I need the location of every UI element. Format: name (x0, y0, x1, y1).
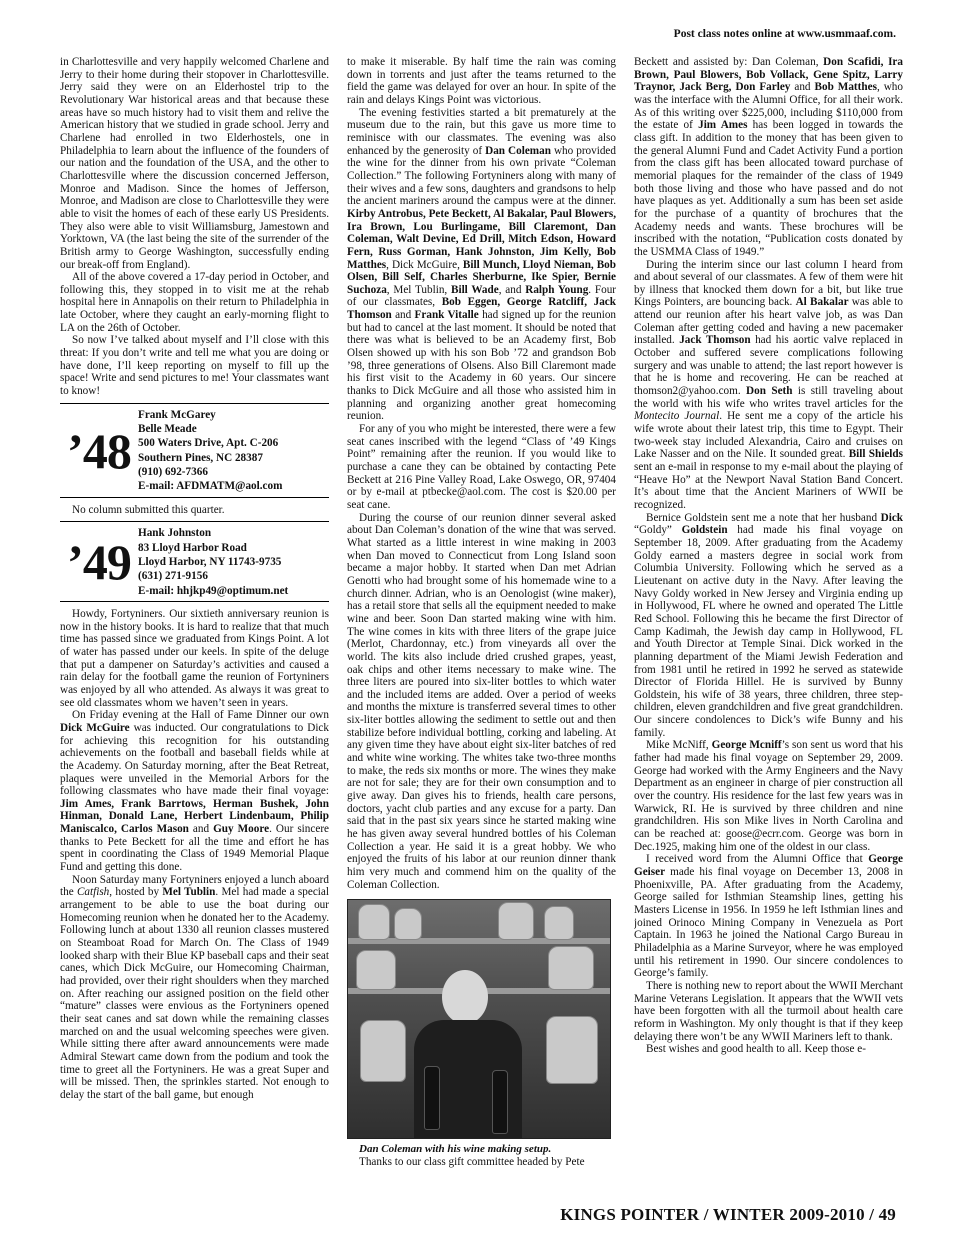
class-year: ’49 (67, 534, 131, 591)
paragraph: All of the above covered a 17-day period in October, and following this, they stopped in to visit me at the rehab hospital here in Annapolis on their return to Philadelphia in late October, where they caught an early-morning flight to LA on the 26th of October. (60, 271, 329, 334)
paragraph: There is nothing new to report about the WWII Merchant Marine Veterans Legislation. It appears that the WWII vets have been forgotten with all the turmoil about health care reform in Washington. My only thought is that if they keep delaying there won’t be any WWII Mariners left to thank. (634, 979, 903, 1043)
boat-name: Catfish (76, 886, 110, 899)
person-names: Bob Eggen, George Ratcliff, Jack Thomson (347, 296, 616, 322)
contact-city: Southern Pines, NC 28387 (138, 451, 263, 464)
header-note: Post class notes online at www.usmmaaf.com. (673, 28, 896, 40)
person-name: Dan Coleman (485, 144, 551, 157)
contact-name: Hank Johnston (138, 527, 212, 540)
column-1 (60, 56, 329, 1201)
paragraph: During the course of our reunion dinner several asked about Dan Coleman’s donation of the wine that was served. What started as a little interest in wine making in 2003 when Dan moved to Connecticut from Long Island soon became a major hobby. It started when Dan met Adrian Genotti who had brought some of his homemade wine to a church dinner. Adrian, who is an Oenologist (wine maker), has a retail store that sells all the equipment needed to make wine and beer. Soon Dan started making wine with him. The wine comes in kits with three liters of the grape juice (Merlot, Chardonnay, etc.) from vineyards all over the world. The kits also include dried crushed grapes, yeast, oak chips and other items necessary to make wine. The three liters are poured into six-liter bottles to which water and the included items are added. Over a period of weeks and months the mixture is transferred several times to other six-liter bottles allowing the sediment to settle out and then stabilize before individual bottling, corking and labeling. At any given time they have about eight six-liter batches of red and white wine working. The whites take two-three months to make, the reds six months or more. The wines they make are not for sale; they are for their own consumption and to give away. Dan gives his to friends, health care persons, doctors, yacht club parties and any excuse for a party. Dan said that in the past six years since he started making wine he has given away several hundred bottles of his Coleman Collection a year. He said it is a great hobby. We who enjoyed the fruits of his labor at our reunion dinner thank him very much and commend him on the quality of the Coleman Collection. (347, 511, 616, 891)
contact-address: 83 Lloyd Harbor Road (138, 541, 247, 554)
paragraph: During the interim since our last column I heard from and about several of our classmates. A few of them were hit by illness that knocked them down for a bit, but like true Kings Pointers, are bouncing back. Al Bakalar was able to attend our reunion after his heart valve job, as was Dan Coleman after getting coded and having a new pacemaker installed. Jack Thomson had his aortic valve replaced in October and suffered severe complications following surgery and was unable to attend; the last report however is that he is home and recovering. He can be reached at thomson2@yahoo.com. Don Seth is still traveling about the world with his wife who writes travel articles for the Montecito Journal. He sent me a copy of the article his wife wrote about their latest trip, this time to Egypt. Their two-week stay included Alexandria, Cairo and cruises on Lake Nasser and on the Nile. It sounded great. Bill Shields sent an e-mail in response to my e-mail about the playing of “Heave Ho” at the Newport Naval Station Band Concert. It’s about time that the Ancient Mariners of WWII be recognized. (634, 258, 903, 511)
paragraph: Mike McNiff, George Mcniff’s son sent us word that his father had made his final voyage on September 29, 2009. George had worked with the Army Engineers and the Navy Department as an engineer in charge of pier construction all over the country. His residence for the last few years was in Warwick, RI. He is survived by three children and nine grandchildren. His son Mike lives in North Carolina and can be reached at: goose@ecrr.com. George was born in Dec.1925, making him one of the oldest in our class. (634, 739, 903, 853)
paragraph: Best wishes and good health to all. Keep those e- (646, 1043, 866, 1056)
person-name: Guy Moore (213, 823, 270, 836)
person-name: Bill Wade (451, 283, 499, 296)
photo-caption: Dan Coleman with his wine making setup. (359, 1143, 552, 1156)
column-2 (347, 56, 616, 1201)
contact-name: Belle Meade (138, 423, 197, 436)
person-names: Bill Munch, Lloyd Nieman, Bob Olsen, Bill Self, Charles Sherburne, Ike Spier, Bernie Suchoza (347, 258, 616, 296)
contact-address: 500 Waters Drive, Apt. C-206 (138, 437, 279, 450)
contact-email: E-mail: hhjkp49@optimum.net (138, 584, 289, 597)
class-year: ’48 (67, 422, 131, 479)
page-footer: KINGS POINTER / WINTER 2009-2010 / 49 (560, 1205, 896, 1224)
article-columns (60, 56, 904, 1201)
paragraph: Thanks to our class gift committee headed by Pete (359, 1155, 585, 1168)
paragraph: Noon Saturday many Fortyniners enjoyed a lunch aboard the Catfish, hosted by Mel Tublin. Mel had made a special arrangement to be able to use the boat during our Homecoming reunion when he donated her to the Academy. Following lunch at about 1330 all reunion classes mustered on Steamboat Road for March On. The Class of 1949 looked sharp with their Blue KP baseball caps and their seat canes, which Dick McGuire, our Homecoming Chairman, had provided, over their right shoulders when they marched on. After reaching our assigned position on the field other “mature” classes were envious as the Fortyniners opened their seat canes and sat down while the remaining classes marched on and the usual welcoming speeches were given. While sitting there after award announcements were made Admiral Stewart came down from the podium and took the time to greet all the Fortyniners. He was a great Super and will be missed. Then, the sprinkles started. Not enough to delay the start of the ball game, but enough (60, 873, 329, 1101)
person-name: George Geiser (634, 853, 903, 878)
paragraph: to make it miserable. By half time the rain was coming down in torrents and just after the teams returned to the field the game was delayed for over an hour. In spite of the rain and delays Kings Point was victorious. (347, 56, 616, 106)
paragraph: So now I’ve talked about myself and I’ll close with this threat: If you don’t write and tell me what you are doing or have done, I’ll keep reporting on myself to fill up the space! Write and send pictures to me! Your classmates want to know! (60, 334, 329, 398)
contact-city: Lloyd Harbor, NY 11743-9735 (138, 556, 282, 568)
no-column-note: No column submitted this quarter. (72, 503, 225, 516)
contact-name: Frank McGarey (138, 408, 216, 421)
person-name: Goldstein (681, 524, 728, 537)
person-name: Bob Matthes (814, 81, 877, 94)
person-names: Jim Ames, Frank Barrtows, Herman Bushek, John Hinman, Donald Lane, Herbert Lindenbaum, Philip Maniscalco, Carlos Mason (60, 797, 329, 836)
publication-name: Montecito Journal (634, 410, 720, 423)
paragraph: in Charlottesville and very happily welcomed Charlene and Jerry to their home during their stopover in Charlottesville. Jerry said they were on an Elderhostel trip to the Revolutionary War historical areas and that because these areas have so much history had to visit them and relive the American history that we studied in grade school. Jerry and Charlene had enrolled in two Elderhostels, one in Philadelphia to learn about the influence of the founders of our nation and the foundation of the USA, and the other to Charlottesville where the discussion concerned Jefferson, Monroe and Madison. Since the homes of Jefferson, Monroe, and Madison are close to Charlottesville they were able to visit the homes of each of these early US Presidents. They also were able to visit Williamsburg, Jamestown and Yorktown, VA (the last being the site of the surrender of the British army to George Washington, successfully ending our break-off from England). (60, 56, 329, 271)
class-box-48 (60, 403, 329, 498)
person-names: Kirby Antrobus, Pete Beckett, Al Bakalar, Paul Blowers, Ira Brown, Lou Burlingame, Bill Claremont, Dan Coleman, Walt Devine, Ed Drill, Mitch Edson, Howard Fern, Russ Gorman, Hank Johnston, Jim Kelly, Bob Matthes (347, 207, 616, 271)
person-name: Frank Vitalle (414, 309, 479, 322)
person-name: Dick (880, 511, 903, 524)
paragraph: Beckett and assisted by: Dan Coleman, Don Scafidi, Ira Brown, Paul Blowers, Bob Vollack, Gene Spitz, Larry Traynor, Jack Berg, Don Farley and Bob Matthes, who was the interface with the Alumni Office, for all their work. As of this writing over $225,000, including $110,000 from the estate of Jim Ames has been logged in towards the class gift. In addition to the money that has been given to the general Alumni Fund and Cadet Activity Fund a portion from the class gift has been allocated toward purchase of memorial plaques for the remainder of the class of 1949 both those living and those who have passed and do not have plaques as yet. Additionally a sum has been set aside for the purchase of a quantity of brochures that the Academy needs and wants. These brochures will be inscribed with the notation, “Publication costs donated by the USMMA Class of 1949.” (634, 56, 903, 258)
class-contact (138, 526, 288, 598)
class-box-49 (60, 521, 329, 602)
person-name: Al Bakalar (795, 296, 849, 309)
paragraph: Bernice Goldstein sent me a note that her husband Dick “Goldy” Goldstein had made his final voyage on September 18, 2009. After graduating from the Academy Goldy earned a masters degree in social work from Columbia University. Following which he served as a Lieutenant on active duty in the Navy. After leaving the Navy Goldy worked in New Jersey and Virginia ending up in Hollywood, FL where he owned and operated The Little Red School. Following this he became the first Director of Camp Kadimah, the Jewish day camp in Hollywood, FL and Youth Director at Temple Sinai. Dick worked in the planning department of the Miami Jewish Federation and from 1981 until he retired in 1992 he served as statewide Director of Florida Hillel. He is survived by Bunny Goldstein, his wife of 38 years, three children, three step-children, eleven grandchildren and five great grandchildren. Our sincere condolences to Dick’s wife Bunny and his family. (634, 511, 903, 739)
person-name: Bill Shields (848, 448, 903, 461)
person-name: Mel Tublin (162, 886, 216, 899)
person-name: Ralph Young (525, 283, 589, 296)
person-name: Dick McGuire (60, 721, 130, 734)
column-3 (634, 56, 903, 1201)
paragraph: On Friday evening at the Hall of Fame Dinner our own Dick McGuire was inducted. Our congratulations to Dick for achieving this recognition for his outstanding achievements on the football and baseball fields while at the Academy. On Saturday morning, after the Beat Retreat, plaques were unveiled in the Memorial Arbors for the following classmates who have made their final voyage: Jim Ames, Frank Barrtows, Herman Bushek, John Hinman, Donald Lane, Herbert Lindenbaum, Philip Maniscalco, Carlos Mason and Guy Moore. Our sincere thanks to Pete Beckett for all the time and effort he has spent in coordinating the Class of 1949 Memorial Plaque Fund and getting this done. (60, 709, 329, 874)
paragraph: For any of you who might be interested, there were a few seat canes inscribed with the legend “Class of ’49 Kings Point” remaining after the reunion. If you would like to purchase a cane they can be obtained by contacting Pete Beckett at 216 Pine Valley Road, Lake Oswego, OR, 97404 or by e-mail at ptbecke@aol.com. The cost is $20.00 per seat cane. (347, 423, 616, 511)
person-name: George Mcniff (711, 739, 782, 752)
person-name: Don Seth (746, 385, 793, 398)
contact-email: E-mail: AFDMATM@aol.com (138, 480, 283, 493)
wine-making-photo (347, 899, 611, 1139)
person-name: Jim Ames (698, 119, 748, 132)
paragraph: Howdy, Fortyniners. Our sixtieth anniversary reunion is now in the history books. It is hard to realize that that much time has passed since we graduated from Kings Point. A lot of water has passed under our keels. In spite of the deluge that put a dampener on Saturday’s activities and caused a rain delay for the football game the reunion of Fortyniners was enjoyed by all who attended. As always it was great to see old classmates whom we haven’t seen in years. (60, 607, 329, 709)
contact-phone: (910) 692-7366 (138, 466, 208, 479)
paragraph: I received word from the Alumni Office that George Geiser made his final voyage on December 13, 2008 in Phoenixville, PA. After graduating from the Academy, George sailed for Isthmian Steamship lines, getting his Masters License in 1956. In 1959 he left Isthmian lines and joined Orinoco Mining Company in Venezuela as Port Captain. In 1963 he joined the National Cargo Bureau in Philadelphia as a Marine Surveyor, where he was employed until his retirement in 1990. Our sincere condolences to George’s family. (634, 853, 903, 980)
paragraph: The evening festivities started a bit prematurely at the museum due to the rain, but this gave us more time to reminisce with our classmates. The evening was also enhanced by the generosity of Dan Coleman who provided the wine for the dinner from his own private “Coleman Collection.” The following Fortyniners along with many of their wives and a few sons, daughters and grandsons to help the ancient mariners around the campus were at the dinner. Kirby Antrobus, Pete Beckett, Al Bakalar, Paul Blowers, Ira Brown, Lou Burlingame, Bill Claremont, Dan Coleman, Walt Devine, Ed Drill, Mitch Edson, Howard Fern, Russ Gorman, Hank Johnston, Jim Kelly, Bob Matthes, Dick McGuire, Bill Munch, Lloyd Nieman, Bob Olsen, Bill Self, Charles Sherburne, Ike Spier, Bernie Suchoza, Mel Tublin, Bill Wade, and Ralph Young. Four of our classmates, Bob Eggen, George Ratcliff, Jack Thomson and Frank Vitalle had signed up for the reunion but had to cancel at the last moment. It should be noted that there was what is believed to be an Academy first, Bob Olsen showed up with his son Bob ’72 and grandson Bob ’98, three generations of Olsens. Also Bill Claremont made his first visit to the Academy in 60 years. Our sincere thanks to Dick McGuire and all those who assisted him in planning and organizing another great homecoming reunion. (347, 106, 616, 423)
contact-phone: (631) 271-9156 (138, 570, 208, 583)
class-contact (138, 408, 282, 494)
person-names: Don Scafidi, Ira Brown, Paul Blowers, Bob Vollack, Gene Spitz, Larry Traynor, Jack Berg, Don Farley (634, 56, 903, 94)
person-name: Jack Thomson (679, 334, 751, 347)
